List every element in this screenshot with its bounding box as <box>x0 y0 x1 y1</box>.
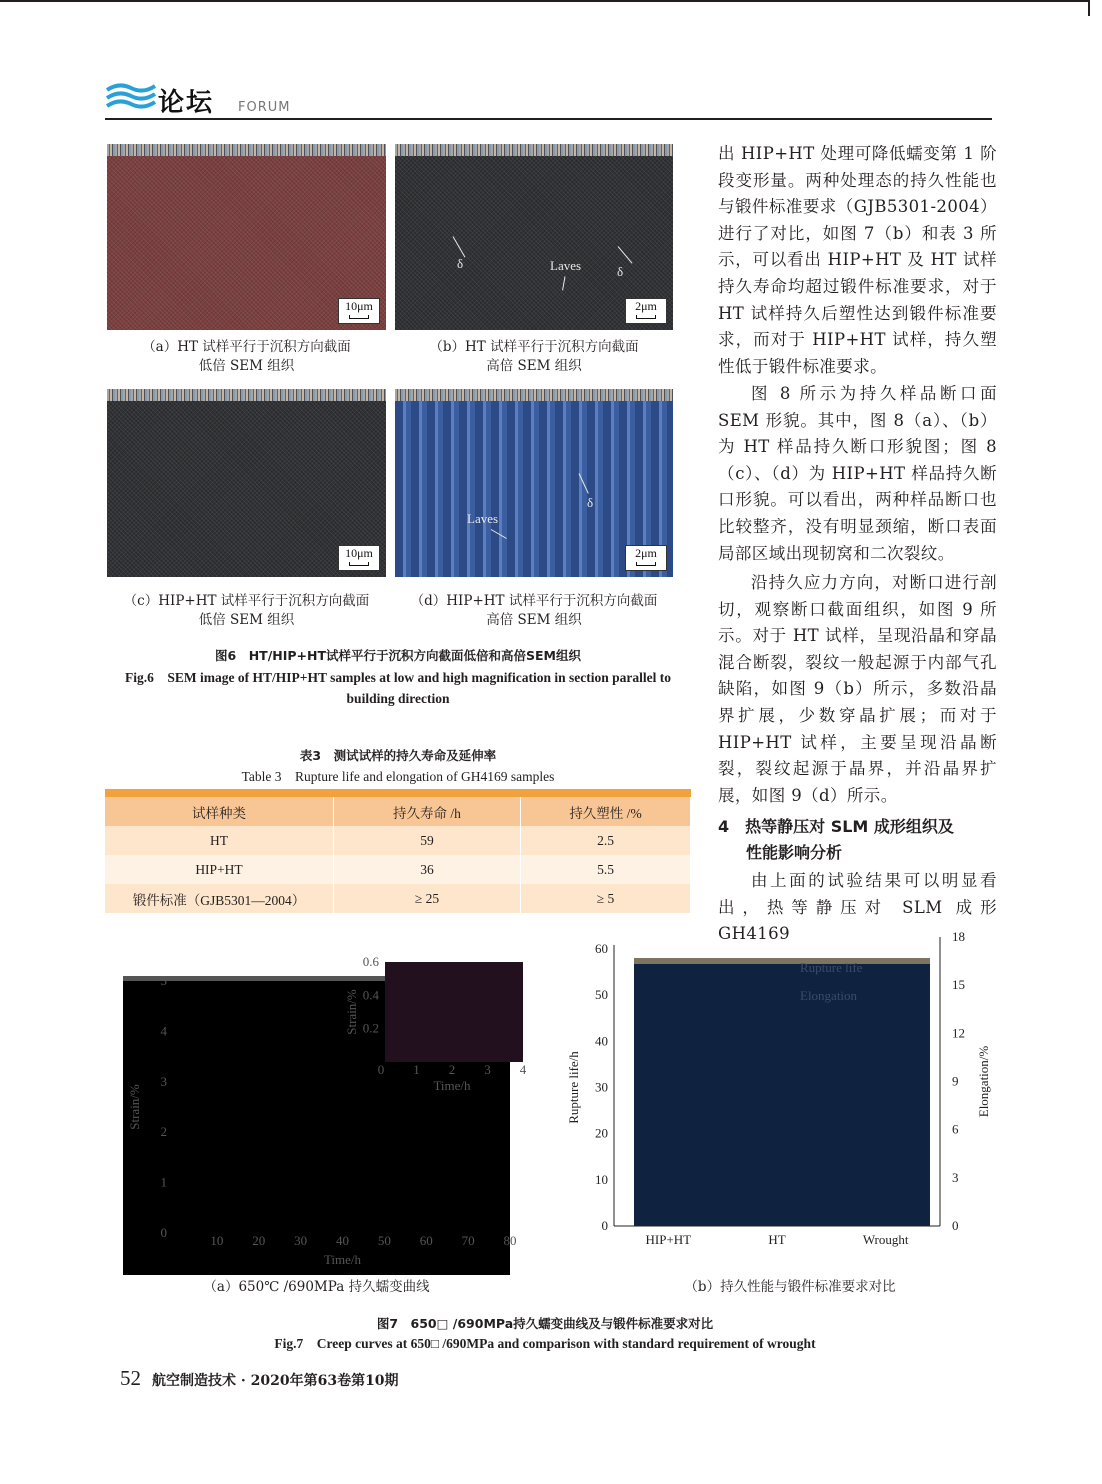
fig7-title-en: Fig.7 Creep curves at 650□ /690MPa and comparison with standard requirement of wrought <box>274 1336 816 1351</box>
fig6a-caption <box>107 338 386 376</box>
right-y-tick-label: 12 <box>952 1025 965 1041</box>
chart-plot-background <box>634 958 930 1226</box>
top-frame-rule <box>0 0 1090 2</box>
table-cell: 59 <box>334 826 521 855</box>
caption-line: （c）HIP+HT 试样平行于沉积方向截面 <box>123 593 370 609</box>
corner-frame-rule <box>1088 0 1090 16</box>
y-tick-label: 0 <box>160 1225 167 1240</box>
x-tick-label: 30 <box>294 1233 308 1248</box>
rupture-bar-chart <box>560 925 1000 1255</box>
x-tick-label: 80 <box>503 1233 517 1248</box>
category-label: HT <box>768 1232 786 1247</box>
table3-title-en: Table 3 Rupture life and elongation of GH4169 samples <box>241 769 555 784</box>
x-tick-label: 70 <box>461 1233 475 1248</box>
fig7a-caption: （a）650℃ /690MPa 持久蠕变曲线 <box>203 1279 430 1295</box>
inset-x-tick-label: 0 <box>377 1062 385 1077</box>
caption-line: 低倍 SEM 组织 <box>198 612 295 628</box>
inset-y-tick-label: 0.2 <box>362 1020 379 1036</box>
x-tick-label: 50 <box>377 1233 391 1248</box>
scale-bar-d: 2μm <box>625 545 667 571</box>
y-axis-title: Strain/% <box>127 1084 142 1130</box>
caption-line: 高倍 SEM 组织 <box>486 358 582 374</box>
right-y-tick-label: 0 <box>952 1218 959 1233</box>
table-header-cell: 试样种类 <box>105 797 334 826</box>
caption-line: （a）HT 试样平行于沉积方向截面 <box>142 339 351 355</box>
legend-entry: Rupture life <box>800 960 863 975</box>
fig6-title-cn: 图6 HT/HIP+HT试样平行于沉积方向截面低倍和高倍SEM组织 <box>215 648 581 663</box>
table-cell: 5.5 <box>521 855 691 884</box>
left-axis-title: Rupture life/h <box>566 1051 581 1124</box>
title-line: Fig.6 SEM image of HT/HIP+HT samples at low and high magnification in section parallel to <box>125 670 671 685</box>
body-paragraph-2: 图 8 所示为持久样品断口面 SEM 形貌。其中，图 8（a）、（b）为 HT 样品持久断口形貌图；图 8（c）、（d）为 HIP+HT 样品持久断口形貌。可以看出，两种样品断口也比较整齐，没有明显颈缩，断口表面局部区域出现韧窝和二次裂纹。 <box>718 384 997 563</box>
right-y-tick-label: 18 <box>952 929 965 944</box>
inset-x-axis-title: Time/h <box>433 1078 471 1093</box>
scale-bar-c: 10μm <box>338 545 380 571</box>
inset-x-tick-label: 1 <box>413 1062 420 1077</box>
right-y-tick-label: 6 <box>952 1121 959 1137</box>
category-label: HIP+HT <box>645 1232 692 1247</box>
left-y-tick-label: 30 <box>595 1079 608 1095</box>
delta-label: δ <box>617 264 624 279</box>
x-tick-label: 20 <box>252 1233 266 1248</box>
category-label: Wrought <box>862 1232 909 1247</box>
logo-subtitle: FORUM <box>238 100 291 115</box>
fig6c-caption <box>97 592 396 630</box>
table-cell: ≥ 25 <box>334 884 521 913</box>
fig6-title-en <box>100 667 696 709</box>
left-y-tick-label: 0 <box>601 1218 608 1233</box>
inset-y-axis-title: Strain/% <box>344 989 359 1035</box>
caption-line: （b）HT 试样平行于沉积方向截面 <box>429 339 639 355</box>
left-y-tick-label: 50 <box>595 987 608 1003</box>
table-cell: 锻件标准（GJB5301—2004） <box>105 884 334 913</box>
scale-bar-b: 2μm <box>625 298 667 324</box>
inset-x-tick-label: 2 <box>448 1062 456 1077</box>
table-header-cell: 持久塑性 /% <box>521 797 691 826</box>
table-cell: 2.5 <box>521 826 691 855</box>
inset-x-tick-label: 3 <box>484 1062 491 1077</box>
body-paragraph-4: 由上面的试验结果可以明显看出，热等静压对 SLM 成形 GH4169 <box>718 871 997 944</box>
x-tick-label: 10 <box>210 1233 224 1248</box>
section-heading <box>718 814 1008 866</box>
right-y-tick-label: 15 <box>952 977 965 993</box>
table-header-cell: 持久寿命 /h <box>334 797 521 826</box>
y-tick-label: 3 <box>160 1073 167 1089</box>
left-y-tick-label: 40 <box>595 1033 608 1049</box>
delta-label: δ <box>457 256 464 271</box>
y-tick-label: 1 <box>160 1174 167 1190</box>
table-row <box>105 855 691 884</box>
left-y-tick-label: 60 <box>595 941 608 956</box>
body-paragraph-1: 出 HIP+HT 处理可降低蠕变第 1 阶段变形量。两种处理态的持久性能也与锻件标准要求（GJB5301-2004）进行了对比，如图 7（b）和表 3 所示，可以看出 HIP+HT 及 HT 试样持久寿命均超过锻件标准要求，对于 HT 试样持久后塑性达到锻件标准要求，而对于 HIP+HT 试样，持久塑性低于锻件标准要求。 <box>718 144 997 376</box>
journal-footer: 航空制造技术 · 2020年第63卷第10期 <box>152 1373 399 1389</box>
logo-text: 论坛 <box>158 88 215 118</box>
fig6b-caption <box>395 338 673 376</box>
sem-image-a <box>107 144 386 330</box>
page-number: 52 <box>120 1366 141 1390</box>
y-tick-label: 2 <box>160 1124 167 1140</box>
fig6d-caption <box>385 592 683 630</box>
x-tick-label: 60 <box>419 1233 433 1248</box>
legend-entry: Elongation <box>800 988 858 1003</box>
x-axis-title: Time/h <box>323 1252 362 1267</box>
body-paragraph-3: 沿持久应力方向，对断口进行剖切，观察断口截面组织，如图 9 所示。对于 HT 试样，呈现沿晶和穿晶混合断裂，裂纹一般起源于内部气孔缺陷，如图 9（b）所示，多数沿晶界扩展，少数穿晶扩展；而对于 HIP+HT 试样，主要呈现沿晶断裂，裂纹起源于晶界，并沿晶界扩展，如图 9（d）所示。 <box>718 573 997 805</box>
fig7-title-cn: 图7 650□ /690MPa持久蠕变曲线及与锻件标准要求对比 <box>376 1316 714 1331</box>
table-cell: 36 <box>334 855 521 884</box>
table3 <box>105 797 691 913</box>
delta-label: δ <box>587 495 594 510</box>
table-cell: ≥ 5 <box>521 884 691 913</box>
table-cell: HIP+HT <box>105 855 334 884</box>
y-tick-label: 4 <box>160 1023 167 1039</box>
caption-line: 高倍 SEM 组织 <box>486 612 582 628</box>
table-row <box>105 826 691 855</box>
right-y-tick-label: 9 <box>952 1073 959 1089</box>
heading-line: 4 热等静压对 SLM 成形组织及 <box>718 817 954 836</box>
inset-y-tick-label: 0.6 <box>362 954 379 969</box>
caption-line: 低倍 SEM 组织 <box>198 358 295 374</box>
laves-label: Laves <box>467 511 499 526</box>
sem-image-c <box>107 389 386 577</box>
x-tick-label: 40 <box>336 1233 349 1248</box>
table3-title-cn: 表3 测试试样的持久寿命及延伸率 <box>299 748 497 763</box>
left-y-tick-label: 10 <box>595 1171 608 1187</box>
laves-label: Laves <box>550 258 582 273</box>
sem-image-d <box>395 389 673 577</box>
fig7b-caption: （b）持久性能与锻件标准要求对比 <box>684 1279 896 1295</box>
table-cell: HT <box>105 826 334 855</box>
table-top-band <box>105 789 691 797</box>
logo-waves-icon <box>105 80 157 114</box>
inset-y-tick-label: 0.4 <box>362 987 379 1003</box>
creep-curve-chart <box>123 952 527 1282</box>
sem-image-b <box>395 144 673 330</box>
heading-line: 性能影响分析 <box>746 843 843 862</box>
table-header-row <box>105 797 691 826</box>
right-axis-title: Elongation/% <box>976 1045 991 1118</box>
chart-noise-band <box>634 958 930 964</box>
scale-bar-a: 10μm <box>338 298 380 324</box>
right-y-tick-label: 3 <box>952 1169 959 1185</box>
table-row <box>105 884 691 913</box>
left-y-tick-label: 20 <box>595 1125 608 1141</box>
title-line: building direction <box>346 691 450 706</box>
inset-plot-background <box>385 962 523 1062</box>
y-tick-label: 5 <box>160 973 167 988</box>
caption-line: （d）HIP+HT 试样平行于沉积方向截面 <box>410 593 658 609</box>
inset-x-tick-label: 4 <box>519 1062 527 1077</box>
header-rule <box>105 118 992 120</box>
